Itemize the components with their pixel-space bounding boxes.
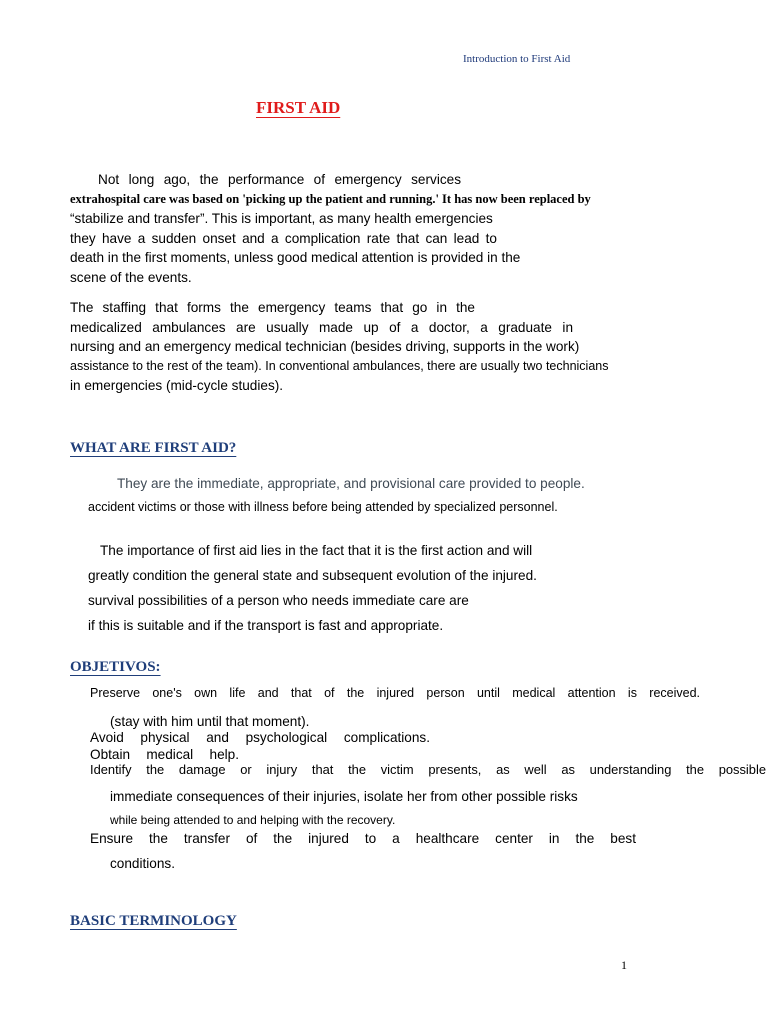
what-line-2: accident victims or those with illness before being attended by specialized personnel. bbox=[88, 500, 558, 514]
section-heading-objectives: OBJETIVOS: bbox=[70, 659, 161, 675]
page-number: 1 bbox=[621, 958, 627, 972]
what-line-6: if this is suitable and if the transport is fast and appropriate. bbox=[88, 618, 444, 633]
objective-line-7: while being attended to and helping with the recovery. bbox=[110, 813, 396, 827]
section-heading-basic-terminology: BASIC TERMINOLOGY bbox=[70, 913, 237, 929]
objective-line-2: (stay with him until that moment). bbox=[110, 714, 310, 729]
staffing-line-2: medicalized ambulances are usually made up of a doctor, a graduate in bbox=[70, 320, 573, 335]
objective-line-5: Identify the damage or injury that the victim presents, as well as understanding the possible bbox=[90, 762, 766, 777]
staffing-line-4: assistance to the rest of the team). In conventional ambulances, there are usually two technicians bbox=[70, 359, 609, 373]
objective-line-6: immediate consequences of their injuries, isolate her from other possible risks bbox=[110, 789, 578, 804]
what-line-4: greatly condition the general state and subsequent evolution of the injured. bbox=[88, 568, 537, 583]
intro-line-5: death in the first moments, unless good medical attention is provided in the bbox=[70, 250, 521, 265]
staffing-line-5: in emergencies (mid-cycle studies). bbox=[70, 378, 284, 393]
intro-line-3: “stabilize and transfer”. This is important, as many health emergencies bbox=[70, 211, 493, 226]
intro-line-2: extrahospital care was based on 'picking up the patient and running.' It has now been replaced by bbox=[70, 192, 591, 206]
what-line-5: survival possibilities of a person who needs immediate care are bbox=[88, 593, 469, 608]
objective-line-3: Avoid physical and psychological complications. bbox=[90, 730, 430, 745]
intro-line-6: scene of the events. bbox=[70, 270, 192, 285]
what-line-3: The importance of first aid lies in the fact that it is the first action and will bbox=[100, 543, 533, 558]
document-title-text: FIRST AID bbox=[256, 98, 341, 117]
staffing-line-3: nursing and an emergency medical technician (besides driving, supports in the work) bbox=[70, 339, 580, 354]
running-header: Introduction to First Aid bbox=[463, 53, 571, 65]
objective-line-4: Obtain medical help. bbox=[90, 747, 239, 762]
objective-line-8: Ensure the transfer of the injured to a healthcare center in the best bbox=[90, 831, 636, 846]
intro-line-1: Not long ago, the performance of emergency services bbox=[98, 172, 461, 187]
staffing-line-1: The staffing that forms the emergency teams that go in the bbox=[70, 300, 475, 315]
objective-line-1: Preserve one's own life and that of the injured person until medical attention is received. bbox=[90, 686, 700, 700]
intro-line-4: they have a sudden onset and a complication rate that can lead to bbox=[70, 231, 497, 246]
section-heading-what-are-first-aid: WHAT ARE FIRST AID? bbox=[70, 440, 237, 456]
document-title bbox=[256, 98, 440, 118]
objective-line-9: conditions. bbox=[110, 856, 175, 871]
what-line-1: They are the immediate, appropriate, and provisional care provided to people. bbox=[117, 476, 585, 491]
